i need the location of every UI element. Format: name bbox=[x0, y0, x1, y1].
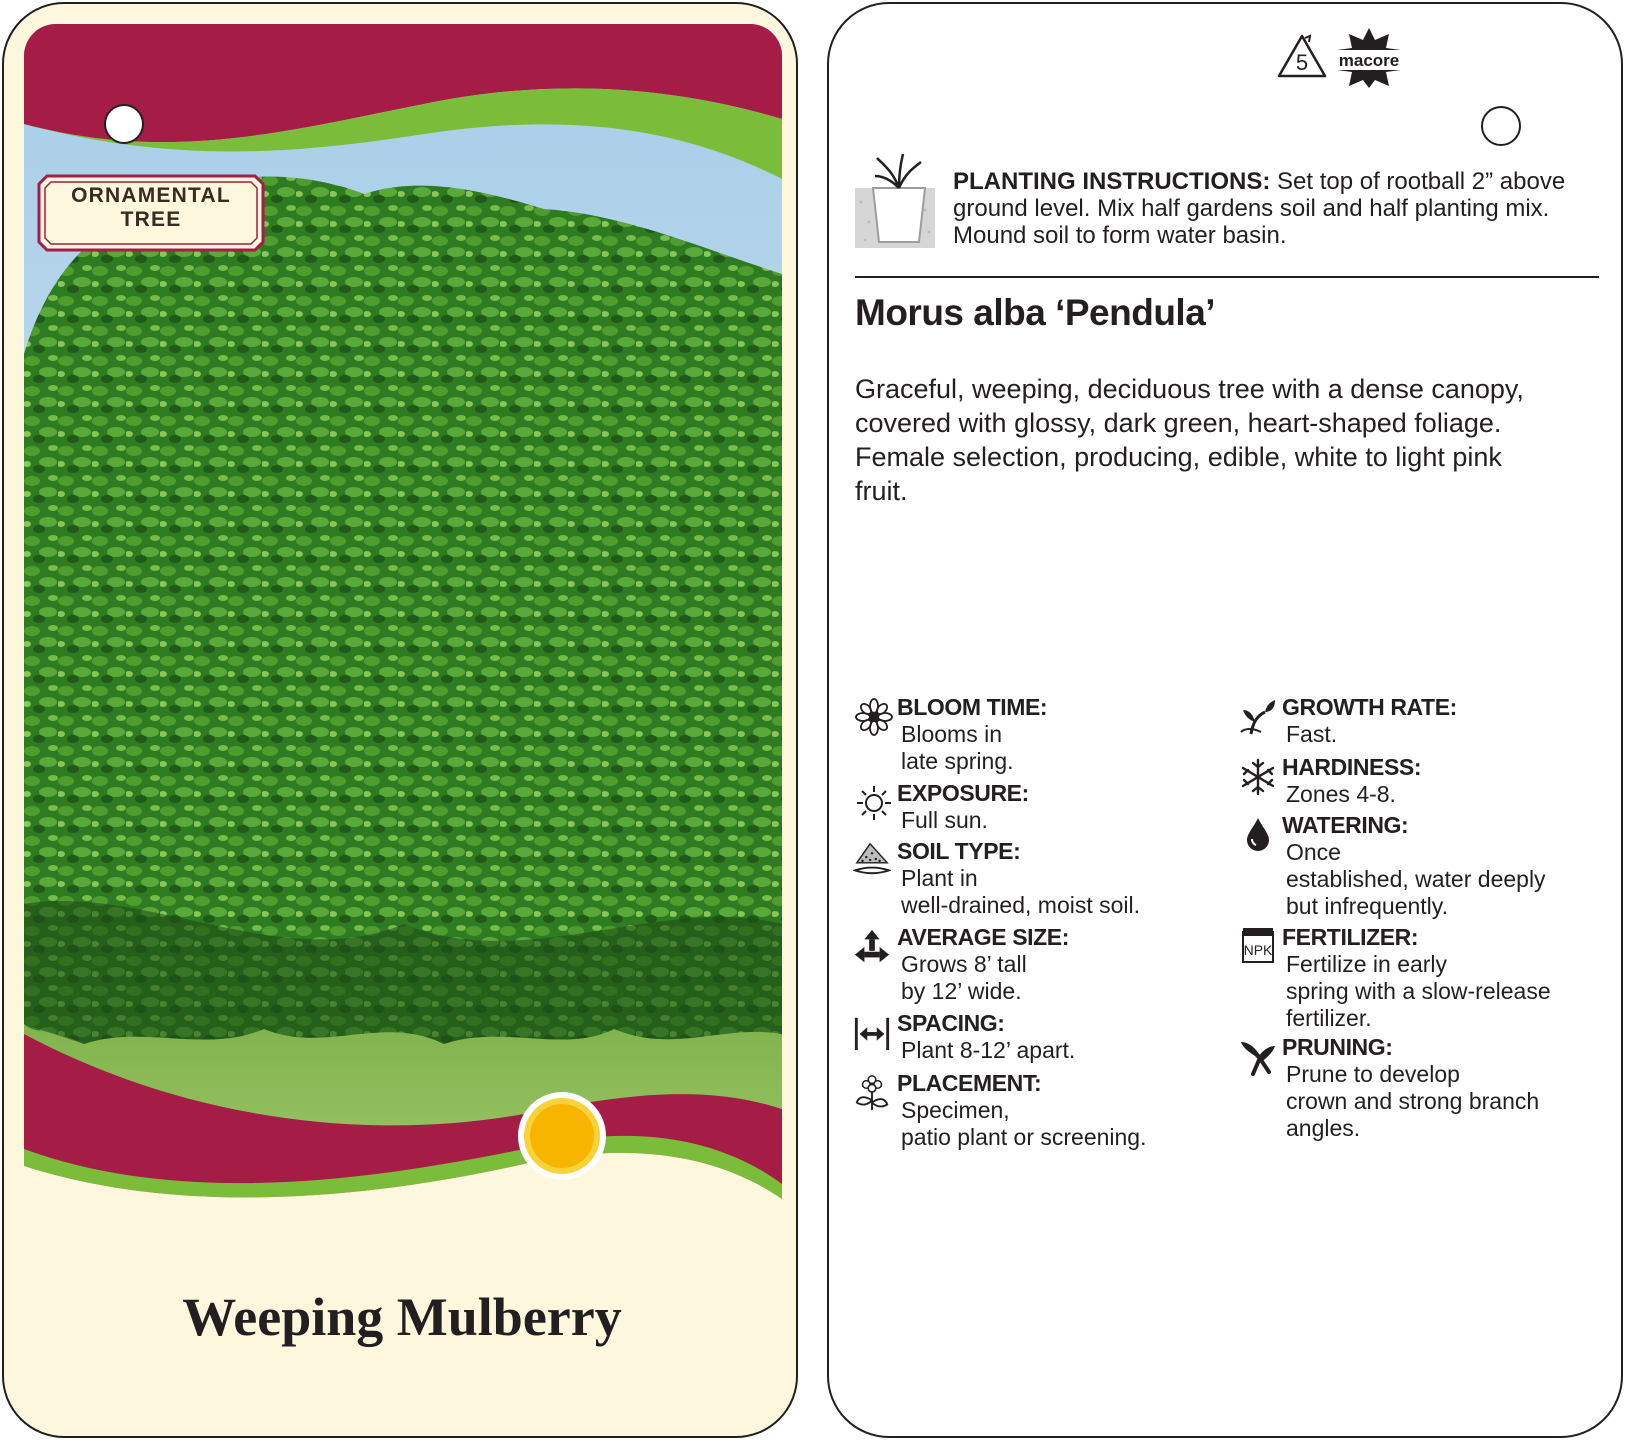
divider bbox=[855, 276, 1599, 278]
macore-logo-icon bbox=[1329, 26, 1409, 88]
attribute-label: BLOOM TIME: bbox=[897, 694, 1048, 720]
attribute-label: GROWTH RATE: bbox=[1282, 694, 1457, 720]
attribute-text: fertilizer. bbox=[1286, 1005, 1372, 1031]
water-drop-icon bbox=[1239, 814, 1277, 852]
attribute-text: Plant in bbox=[901, 865, 978, 891]
attribute-label: EXPOSURE: bbox=[897, 780, 1029, 806]
attribute-text: Fast. bbox=[1286, 721, 1338, 747]
attribute-soil-type bbox=[897, 838, 1140, 919]
attribute-label: PRUNING: bbox=[1282, 1034, 1393, 1060]
attribute-placement bbox=[897, 1070, 1147, 1151]
attribute-text: Grows 8’ tall bbox=[901, 951, 1027, 977]
spacing-icon bbox=[853, 1014, 891, 1052]
sun-icon bbox=[855, 784, 893, 822]
attribute-text: crown and strong branch bbox=[1286, 1088, 1540, 1114]
attribute-text: angles. bbox=[1286, 1115, 1361, 1141]
attribute-text: established, water deeply bbox=[1286, 866, 1546, 892]
attribute-label: PLACEMENT: bbox=[897, 1070, 1042, 1096]
hang-hole bbox=[104, 104, 144, 144]
attribute-label: FERTILIZER: bbox=[1282, 924, 1419, 950]
soil-icon bbox=[853, 840, 891, 878]
common-name: Weeping Mulberry bbox=[182, 1287, 622, 1347]
attribute-spacing bbox=[897, 1010, 1075, 1064]
attribute-label: SPACING: bbox=[897, 1010, 1005, 1036]
latin-name: Morus alba ‘Pendula’ bbox=[855, 292, 1216, 333]
potted-plant-icon bbox=[855, 152, 935, 248]
attribute-text: Fertilize in early bbox=[1286, 951, 1448, 977]
attribute-hardiness bbox=[1282, 754, 1421, 808]
attribute-watering bbox=[1282, 812, 1546, 920]
planting-line: Mound soil to form water basin. bbox=[953, 222, 1287, 249]
description-line: fruit. bbox=[855, 476, 908, 506]
attribute-label: WATERING: bbox=[1282, 812, 1409, 838]
description-line: covered with glossy, dark green, heart-shaped foliage. bbox=[855, 408, 1502, 438]
attribute-text: by 12’ wide. bbox=[901, 978, 1022, 1004]
npk-icon bbox=[1239, 926, 1277, 964]
attribute-text: well-drained, moist soil. bbox=[901, 892, 1141, 918]
sprout-icon bbox=[1239, 698, 1277, 736]
attribute-fertilizer bbox=[1282, 924, 1551, 1032]
description-line: Graceful, weeping, deciduous tree with a dense canopy, bbox=[855, 374, 1524, 404]
snowflake-icon bbox=[1239, 758, 1277, 796]
category-badge bbox=[37, 184, 265, 232]
attribute-average-size bbox=[897, 924, 1069, 1005]
front-tag bbox=[2, 2, 798, 1438]
attribute-label: AVERAGE SIZE: bbox=[897, 924, 1070, 950]
size-icon bbox=[853, 928, 891, 966]
attribute-text: late spring. bbox=[901, 748, 1014, 774]
planting-instructions bbox=[953, 168, 1593, 249]
attribute-label: HARDINESS: bbox=[1282, 754, 1422, 780]
attribute-text: Zones 4-8. bbox=[1286, 781, 1396, 807]
attribute-exposure bbox=[897, 780, 1029, 834]
planting-label: PLANTING INSTRUCTIONS: bbox=[953, 168, 1271, 195]
attribute-text: but infrequently. bbox=[1286, 893, 1448, 919]
attribute-text: Full sun. bbox=[901, 807, 988, 833]
attribute-growth-rate bbox=[1282, 694, 1457, 748]
category-line-2: TREE bbox=[120, 208, 182, 231]
attribute-text: Once bbox=[1286, 839, 1341, 865]
attribute-text: Plant 8-12’ apart. bbox=[901, 1037, 1076, 1063]
pruners-icon bbox=[1239, 1038, 1277, 1076]
back-tag bbox=[827, 2, 1623, 1438]
planting-line: ground level. Mix half gardens soil and half planting mix. bbox=[953, 195, 1550, 222]
plant-description bbox=[855, 372, 1595, 508]
attribute-text: Prune to develop bbox=[1286, 1061, 1460, 1087]
hang-hole bbox=[1481, 106, 1521, 146]
full-sun-icon bbox=[516, 1090, 608, 1182]
attribute-text: spring with a slow-release bbox=[1286, 978, 1551, 1004]
category-line-1: ORNAMENTAL bbox=[71, 184, 231, 207]
npk-text: NPK bbox=[1243, 942, 1273, 958]
recycle-icon bbox=[1275, 32, 1329, 82]
flower-icon bbox=[855, 698, 893, 736]
attribute-label: SOIL TYPE: bbox=[897, 838, 1021, 864]
recycle-number: 5 bbox=[1295, 50, 1309, 75]
attribute-text: Blooms in bbox=[901, 721, 1002, 747]
attribute-text: patio plant or screening. bbox=[901, 1124, 1147, 1150]
attribute-text: Specimen, bbox=[901, 1097, 1010, 1123]
placement-icon bbox=[853, 1074, 891, 1112]
brand-name: macore bbox=[1338, 51, 1400, 70]
planting-line: Set top of rootball 2” above bbox=[1270, 168, 1566, 195]
attribute-pruning bbox=[1282, 1034, 1539, 1142]
description-line: Female selection, producing, edible, white to light pink bbox=[855, 442, 1502, 472]
attribute-bloom-time bbox=[897, 694, 1047, 775]
